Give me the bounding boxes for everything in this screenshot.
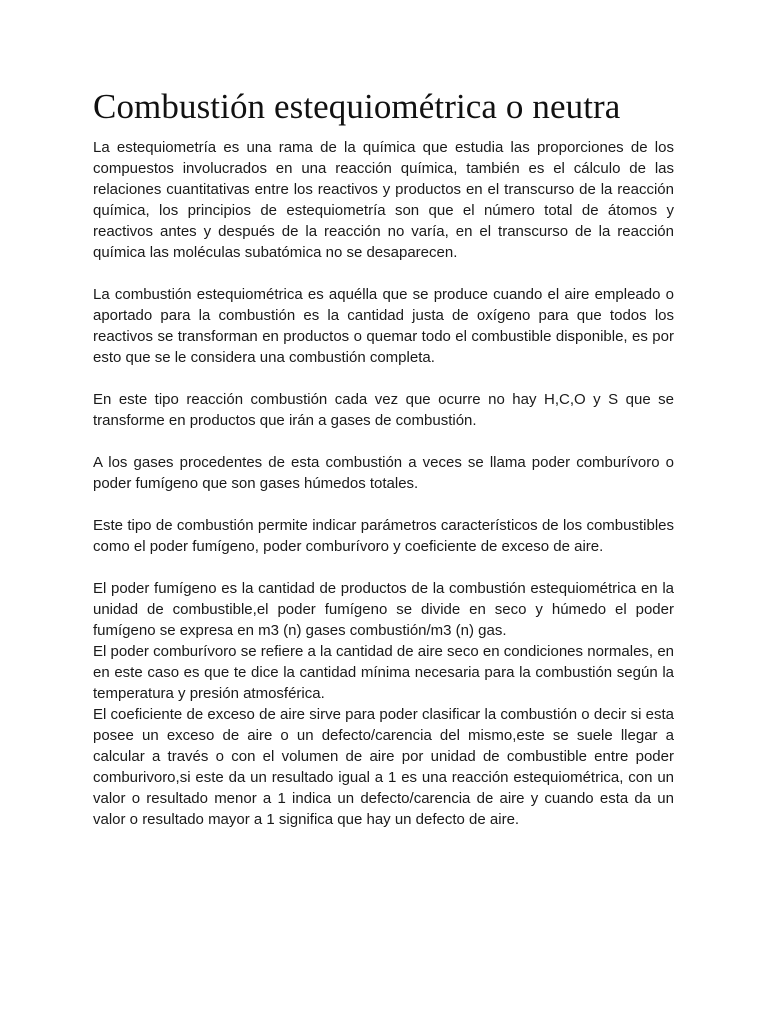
document-title: Combustión estequiométrica o neutra: [93, 87, 621, 126]
paragraph-coeficiente-exceso-aire: El coeficiente de exceso de aire sirve para poder clasificar la combustión o decir si esta posee un exceso de aire o un defecto/carencia del mismo,este se suele llegar a calcular a través o con el volumen de aire por unidad de combustible entre poder comburivoro,si este da un resultado igual a 1 es una reacción estequiométrica, con un valor o resultado menor a 1 indica un defecto/carencia de aire y cuando esta da un valor o resultado mayor a 1 significa que hay un defecto de aire.: [93, 706, 674, 828]
paragraph-parameters: Este tipo de combustión permite indicar parámetros característicos de los combustibles como el poder fumígeno, poder comburívoro y coeficiente de exceso de aire.: [93, 517, 674, 555]
paragraph-estequiometria-definition: La estequiometría es una rama de la química que estudia las proporciones de los compuestos involucrados en una reacción química, también es el cálculo de las relaciones cuantitativas entre los reactivos y productos en el transcurso de la reacción química, los principios de estequiometría son que el número total de átomos y reactivos antes y después de la reacción no varía, en el transcurso de la reacción química las moléculas subatómica no se desaparecen.: [93, 139, 674, 261]
document-body: [93, 137, 674, 830]
paragraph-poder-comburivoro: El poder comburívoro se refiere a la cantidad de aire seco en condiciones normales, en en este caso es que te dice la cantidad mínima necesaria para la combustión según la temperatura y presión atmosférica.: [93, 643, 674, 702]
paragraph-gases: A los gases procedentes de esta combustión a veces se llama poder comburívoro o poder fumígeno que son gases húmedos totales.: [93, 454, 674, 492]
paragraph-combustion-estequiometrica: La combustión estequiométrica es aquélla que se produce cuando el aire empleado o aportado para la combustión es la cantidad justa de oxígeno para que todos los reactivos se transforman en productos o quemar todo el combustible disponible, es por esto que se le considera una combustión completa.: [93, 286, 674, 366]
paragraph-reaction-type: En este tipo reacción combustión cada vez que ocurre no hay H,C,O y S que se transforme en productos que irán a gases de combustión.: [93, 391, 674, 429]
paragraph-poder-fumigeno: El poder fumígeno es la cantidad de productos de la combustión estequiométrica en la unidad de combustible,el poder fumígeno se divide en seco y húmedo el poder fumígeno se expresa en m3 (n) gases combustión/m3 (n) gas.: [93, 580, 674, 639]
